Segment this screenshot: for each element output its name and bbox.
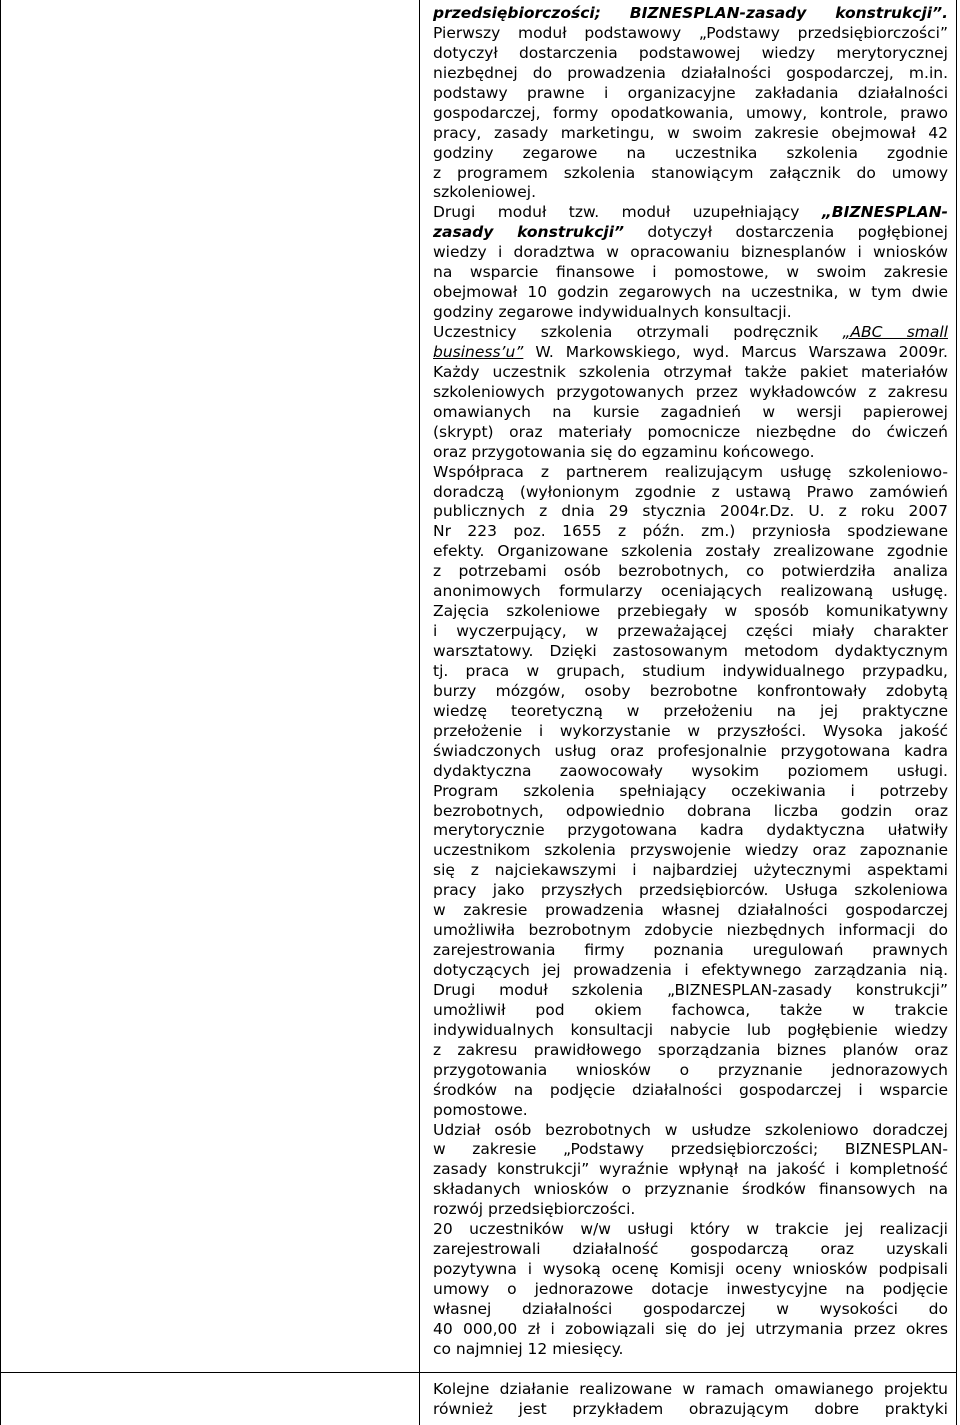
text-line: i wyczerpujący, w przeważającej części miały charakter bbox=[433, 622, 948, 641]
text-line: warsztatowy. Dzięki zastosowanym metodom dydaktycznym bbox=[433, 642, 948, 660]
text-line: Kolejne działanie realizowane w ramach omawianego projektu bbox=[433, 1380, 948, 1398]
text-line: wiedzę teoretyczną w przełożeniu na jej praktyczne bbox=[433, 701, 948, 720]
line-text: Uczestnicy szkolenia otrzymali podręcznik bbox=[433, 323, 843, 341]
text-line bbox=[433, 203, 948, 223]
text-line: godziny zegarowe na uczestnika szkolenia zgodnie bbox=[433, 143, 948, 162]
text-line: z zakresu prawidłowego sporządzania biznes planów oraz bbox=[433, 1040, 948, 1059]
bold-italic-text: przedsiębiorczości; BIZNESPLAN-zasady konstrukcji”. bbox=[433, 4, 948, 22]
column-divider bbox=[419, 0, 420, 1425]
text-line bbox=[433, 4, 948, 24]
text-line: 20 uczestników w/w usługi który w trakcie jej realizacji bbox=[433, 1220, 948, 1239]
line-text: dotyczył dostarczenia pogłębionej bbox=[624, 223, 948, 242]
text-line: anonimowych formularzy oceniających realizowaną usługę. bbox=[433, 582, 948, 601]
bold-italic-text: zasady konstrukcji” bbox=[433, 223, 625, 242]
text-line: Nr 223 poz. 1655 z późn. zm.) przyniosła spodziewane bbox=[433, 522, 948, 541]
text-line: rozwój przedsiębiorczości. bbox=[433, 1200, 636, 1219]
text-line: się z najciekawszymi i najbardziej użytecznymi aspektami bbox=[433, 861, 948, 880]
text-line: umożliwiła bezrobotnym zdobycie niezbędnych informacji do bbox=[433, 921, 948, 940]
text-line: (skrypt) oraz materiały pomocnicze niezbędne do ćwiczeń bbox=[433, 422, 948, 441]
text-line: pracy, zasady marketingu, w swoim zakresie obejmował 42 bbox=[433, 123, 948, 142]
next-row-cell-text bbox=[433, 1380, 948, 1420]
text-line: Każdy uczestnik szkolenia otrzymał także pakiet materiałów bbox=[433, 362, 948, 381]
text-line: co najmniej 12 miesięcy. bbox=[433, 1339, 624, 1358]
text-line: zasady konstrukcji” wyraźnie wpłynął na jakość i kompletność bbox=[433, 1160, 948, 1179]
text-line: na wsparcie finansowe i pomostowe, w swoim zakresie bbox=[433, 263, 948, 282]
text-line: wiedzy i doradztwa w opracowaniu biznesplanów i wniosków bbox=[433, 243, 948, 262]
text-line: pracy jako przyszłych przedsiębiorców. Usługa szkoleniowa bbox=[433, 881, 948, 900]
book-title-text: „ABC small bbox=[842, 323, 948, 341]
text-line: dydaktyczna zaowocowały wysokim poziomem usługi. bbox=[433, 761, 948, 780]
empty-left-column bbox=[1, 0, 419, 1425]
text-line: środków na podjęcie działalności gospodarczej i wsparcie bbox=[433, 1080, 948, 1099]
text-line: niezbędnej do prowadzenia działalności gospodarczej, m.in. bbox=[433, 63, 948, 82]
text-line: również jest przykładem obrazującym dobre praktyki bbox=[433, 1399, 948, 1418]
table-right-border bbox=[956, 0, 957, 1425]
text-line: omawianych na kursie zagadnień w wersji papierowej bbox=[433, 402, 948, 421]
text-line: pozytywna i wysoką ocenę Komisji oceny wniosków podpisali bbox=[433, 1260, 948, 1279]
text-line: Zajęcia szkoleniowe przebiegały w sposób komunikatywny bbox=[433, 602, 948, 621]
text-line: z potrzebami osób bezrobotnych, co potwierdziła analiza bbox=[433, 562, 948, 581]
text-line: Udział osób bezrobotnych w usłudze szkoleniowo doradczej bbox=[433, 1120, 948, 1139]
text-line: szkoleniowych przygotowanych przez wykładowców z zakresu bbox=[433, 382, 948, 401]
text-line: składanych wniosków o przyznanie środków finansowych na bbox=[433, 1180, 948, 1199]
text-line: z programem szkolenia stanowiącym załącznik do umowy bbox=[433, 163, 948, 182]
text-line: w zakresie „Podstawy przedsiębiorczości; BIZNESPLAN- bbox=[433, 1140, 948, 1159]
text-line: Pierwszy moduł podstawowy „Podstawy przedsiębiorczości” bbox=[433, 23, 948, 42]
text-line: uczestnikom szkolenia przyswojenie wiedzy oraz zapoznanie bbox=[433, 841, 948, 860]
text-line: burzy mózgów, osoby bezrobotne konfrontowały zdobytą bbox=[433, 681, 948, 700]
text-line: oraz przygotowania się do egzaminu końcowego. bbox=[433, 442, 815, 461]
text-line: merytorycznie przygotowana kadra dydaktyczna ułatwiły bbox=[433, 821, 948, 840]
text-line: podstawy prawne i organizacyjne zakładania działalności bbox=[433, 83, 948, 102]
text-line bbox=[433, 343, 948, 363]
text-line: zarejestrowali działalność gospodarczą oraz uzyskali bbox=[433, 1240, 948, 1259]
text-line: indywidualnych konsultacji nabycie lub pogłębienie wiedzy bbox=[433, 1020, 948, 1039]
text-line: własnej działalności gospodarczej w wysokości do bbox=[433, 1299, 948, 1318]
text-line: przygotowania wniosków o przyznanie jednorazowych bbox=[433, 1060, 948, 1079]
text-line: zarejestrowania firmy poznania uregulowań prawnych bbox=[433, 941, 948, 960]
line-text: Drugi moduł tzw. moduł uzupełniający bbox=[433, 203, 822, 222]
text-line: umożliwił pod okiem fachowca, także w trakcie bbox=[433, 1000, 948, 1019]
text-line bbox=[433, 223, 948, 243]
text-line: godziny zegarowe indywidualnych konsultacji. bbox=[433, 303, 792, 322]
text-line: gospodarczej, formy opodatkowania, umowy, kontrole, prawo bbox=[433, 103, 948, 122]
text-line: dotyczących jej prowadzenia i efektywnego zarządzania nią. bbox=[433, 961, 948, 979]
text-line: Drugi moduł szkolenia „BIZNESPLAN-zasady konstrukcji” bbox=[433, 980, 948, 999]
text-line: przełożenie i wykorzystanie w przyszłości. Wysoka jakość bbox=[433, 721, 948, 740]
text-line: publicznych z dnia 29 stycznia 2004r.Dz. U. z roku 2007 bbox=[433, 502, 948, 521]
text-line: w zakresie prowadzenia własnej działalności gospodarczej bbox=[433, 901, 948, 920]
table-left-border bbox=[0, 0, 1, 1425]
table-cell-text bbox=[433, 4, 948, 1360]
text-line: pomostowe. bbox=[433, 1100, 528, 1119]
text-line bbox=[433, 323, 948, 343]
text-line: umowy o jednorazowe dotacje inwestycyjne na podjęcie bbox=[433, 1280, 948, 1298]
bold-italic-text: „BIZNESPLAN- bbox=[821, 203, 948, 222]
line-text: W. Markowskiego, wyd. Marcus Warszawa 2009r. bbox=[523, 342, 948, 361]
text-line: doradczą (wyłonionym zgodnie z ustawą Prawo zamówień bbox=[433, 482, 948, 501]
text-line: Współpraca z partnerem realizującym usługę szkoleniowo- bbox=[433, 462, 948, 481]
text-line: bezrobotnych, odpowiednio dobrana liczba godzin oraz bbox=[433, 801, 948, 820]
text-line: efekty. Organizowane szkolenia zostały zrealizowane zgodnie bbox=[433, 542, 948, 561]
text-line: szkoleniowej. bbox=[433, 183, 537, 202]
text-line: tj. praca w grupach, studium indywidualnego przypadku, bbox=[433, 661, 948, 680]
text-line: 40 000,00 zł i zobowiązali się do jej utrzymania przez okres bbox=[433, 1319, 948, 1338]
text-line: Program szkolenia spełniający oczekiwania i potrzeby bbox=[433, 781, 948, 800]
text-line: świadczonych usług oraz profesjonalnie przygotowana kadra bbox=[433, 741, 948, 760]
text-line: dotyczył dostarczenia podstawowej wiedzy merytorycznej bbox=[433, 43, 948, 62]
row-divider bbox=[0, 1372, 957, 1373]
book-title-text: business’u” bbox=[433, 342, 524, 361]
text-line: obejmował 10 godzin zegarowych na uczestnika, w tym dwie bbox=[433, 283, 948, 302]
